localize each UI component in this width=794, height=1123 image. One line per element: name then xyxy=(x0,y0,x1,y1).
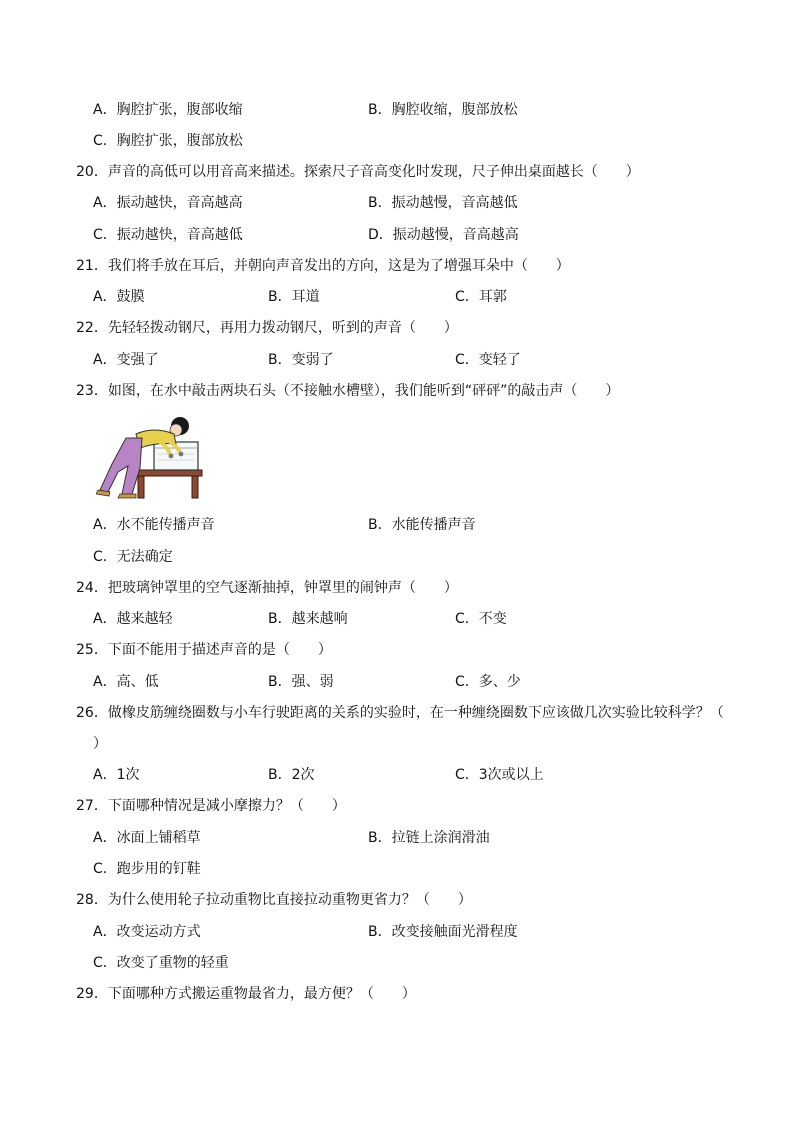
option-27a: A．冰面上铺稻草 xyxy=(93,830,201,846)
question-29-stem: 29．下面哪种方式搬运重物最省力，最方便？（ ） xyxy=(76,986,416,1002)
option-27b: B．拉链上涂润滑油 xyxy=(368,830,490,846)
option-22b: B．变弱了 xyxy=(268,352,334,368)
option-19b: B．胸腔收缩，腹部放松 xyxy=(368,102,518,118)
option-25c: C．多、少 xyxy=(455,674,521,690)
option-21b: B．耳道 xyxy=(268,289,320,305)
option-26a: A．1次 xyxy=(93,767,140,783)
option-28c: C．改变了重物的轻重 xyxy=(93,955,229,971)
stone xyxy=(179,452,184,457)
question-22-stem: 22．先轻轻拨动钢尺，再用力拨动钢尺，听到的声音（ ） xyxy=(76,320,458,336)
table-leg-right xyxy=(192,476,198,498)
option-28a: A．改变运动方式 xyxy=(93,924,201,940)
question-28-stem: 28．为什么使用轮子拉动重物比直接拉动重物更省力？（ ） xyxy=(76,892,472,908)
option-26b: B．2次 xyxy=(268,767,315,783)
option-20d: D．振动越慢，音高越高 xyxy=(368,227,519,243)
option-23b: B．水能传播声音 xyxy=(368,517,476,533)
option-24b: B．越来越响 xyxy=(268,611,348,627)
question-25-stem: 25．下面不能用于描述声音的是（ ） xyxy=(76,642,332,658)
question-26-stem: 26．做橡皮筋缠绕圈数与小车行驶距离的关系的实验时，在一种缠绕圈数下应该做几次实验比较科学？（ xyxy=(76,705,724,721)
option-19a: A．胸腔扩张，腹部收缩 xyxy=(93,102,243,118)
table-top xyxy=(134,470,202,476)
option-23a: A．水不能传播声音 xyxy=(93,517,215,533)
question-20-stem: 20．声音的高低可以用音高来描述。探索尺子音高变化时发现，尺子伸出桌面越长（ ） xyxy=(76,164,640,180)
question-23-stem: 23．如图，在水中敲击两块石头（不接触水槽壁），我们能听到“砰砰”的敲击声（ ） xyxy=(76,383,620,399)
option-24a: A．越来越轻 xyxy=(93,611,173,627)
option-22a: A．变强了 xyxy=(93,352,159,368)
option-28b: B．改变接触面光滑程度 xyxy=(368,924,518,940)
trousers xyxy=(100,438,142,494)
question-27-stem: 27．下面哪种情况是减小摩擦力？（ ） xyxy=(76,798,346,814)
question-21-stem: 21．我们将手放在耳后，并朝向声音发出的方向，这是为了增强耳朵中（ ） xyxy=(76,258,570,274)
option-27c: C．跑步用的钉鞋 xyxy=(93,861,201,877)
option-19c: C．胸腔扩张，腹部放松 xyxy=(93,133,243,149)
option-25b: B．强、弱 xyxy=(268,674,334,690)
option-25a: A．高、低 xyxy=(93,674,159,690)
question-24-stem: 24．把玻璃钟罩里的空气逐渐抽掉，钟罩里的闹钟声（ ） xyxy=(76,580,458,596)
option-21a: A．鼓膜 xyxy=(93,289,145,305)
figure-stones-in-water xyxy=(96,408,206,500)
shoe-right xyxy=(118,494,136,498)
table-leg-left xyxy=(138,476,144,498)
stone xyxy=(169,454,174,459)
option-26c: C．3次或以上 xyxy=(455,767,544,783)
option-20a: A．振动越快，音高越高 xyxy=(93,195,243,211)
option-20b: B．振动越慢，音高越低 xyxy=(368,195,518,211)
option-23c: C．无法确定 xyxy=(93,549,173,565)
option-22c: C．变轻了 xyxy=(455,352,521,368)
option-21c: C．耳郭 xyxy=(455,289,507,305)
question-26-stem-continued: ） xyxy=(93,736,107,752)
option-24c: C．不变 xyxy=(455,611,507,627)
option-20c: C．振动越快，音高越低 xyxy=(93,227,243,243)
